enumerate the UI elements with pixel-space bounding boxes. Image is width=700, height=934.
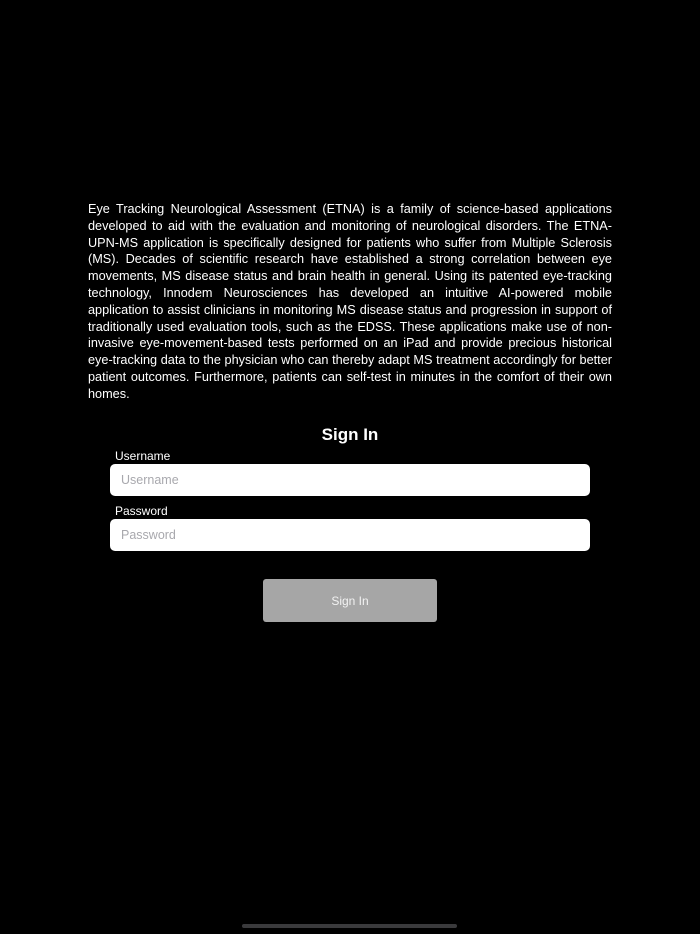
app-description: Eye Tracking Neurological Assessment (ETNA) is a family of science-based applications developed to aid with the evaluation and monitoring of neurological disorders. The ETNA-UPN-MS application is specifically designed for patients who suffer from Multiple Sclerosis (MS). Decades of scientific research have established a strong correlation between eye movements, MS disease status and brain health in general. Using its patented eye-tracking technology, Innodem Neurosciences has developed an intuitive AI-powered mobile application to assist clinicians in monitoring MS disease status and progression in support of traditionally used evaluation tools, such as the EDSS. These applications make use of non-invasive eye-movement-based tests performed on an iPad and provide precious historical eye-tracking data to the physician who can thereby adapt MS treatment accordingly for better patient outcomes. Furthermore, patients can self-test in minutes in the comfort of their own homes. xyxy=(88,202,612,401)
home-indicator[interactable] xyxy=(242,924,457,928)
sign-in-heading: Sign In xyxy=(321,425,379,444)
username-input[interactable] xyxy=(110,464,590,496)
username-label: Username xyxy=(115,449,171,463)
password-input[interactable] xyxy=(110,519,590,551)
sign-in-button[interactable]: Sign In xyxy=(263,579,437,622)
password-label: Password xyxy=(115,504,168,518)
